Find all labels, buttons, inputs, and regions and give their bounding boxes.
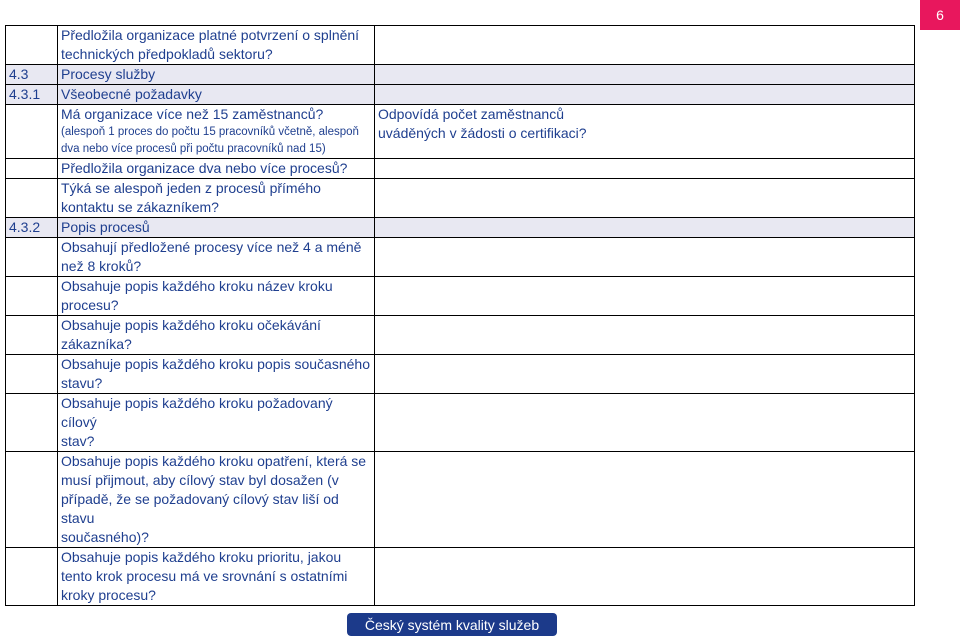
note-cell — [375, 179, 915, 218]
section-number — [6, 452, 58, 548]
question-cell: Předložila organizace dva nebo více procesů? — [58, 159, 375, 179]
note-cell — [375, 355, 915, 394]
table-row — [6, 394, 915, 452]
question-cell: Obsahuje popis každého kroku popis současného stavu? — [58, 355, 375, 394]
note-cell — [375, 85, 915, 105]
question-cell: Obsahuje popis každého kroku požadovaný cílový stav? — [58, 394, 375, 452]
table-row — [6, 452, 915, 548]
section-number: 4.3.2 — [6, 218, 58, 238]
question-cell: Předložila organizace platné potvrzení o splnění technických předpokladů sektoru? — [58, 26, 375, 65]
note-cell — [375, 218, 915, 238]
section-header-row — [6, 85, 915, 105]
question-cell: Obsahuje popis každého kroku prioritu, jakou tento krok procesu má ve srovnání s ostatními kroky procesu? — [58, 548, 375, 606]
question-cell: Obsahuje popis každého kroku opatření, která se musí přijmout, aby cílový stav byl dosažen (v případě, že se požadovaný cílový stav liší od stavu současného)? — [58, 452, 375, 548]
section-number — [6, 548, 58, 606]
table-row — [6, 26, 915, 65]
section-number: 4.3.1 — [6, 85, 58, 105]
question-cell: Obsahuje popis každého kroku název kroku procesu? — [58, 277, 375, 316]
section-title: Popis procesů — [58, 218, 375, 238]
question-cell: Obsahují předložené procesy více než 4 a méně než 8 kroků? — [58, 238, 375, 277]
question-cell: Obsahuje popis každého kroku očekávání zákazníka? — [58, 316, 375, 355]
section-header-row — [6, 218, 915, 238]
note-cell — [375, 548, 915, 606]
note-cell: Odpovídá počet zaměstnanců uváděných v žádosti o certifikaci? — [375, 105, 915, 159]
note-cell — [375, 277, 915, 316]
section-number — [6, 159, 58, 179]
section-number — [6, 394, 58, 452]
note-cell — [375, 316, 915, 355]
table-row — [6, 105, 915, 159]
section-number — [6, 316, 58, 355]
section-number — [6, 277, 58, 316]
note-cell — [375, 26, 915, 65]
page-number-badge: 6 — [920, 0, 960, 30]
table-row — [6, 316, 915, 355]
section-title: Všeobecné požadavky — [58, 85, 375, 105]
checklist-table — [5, 25, 915, 606]
section-title: Procesy služby — [58, 65, 375, 85]
table-row — [6, 159, 915, 179]
question-subnote: dva nebo více procesů při počtu pracovníků nad 15) — [61, 143, 326, 155]
note-cell — [375, 394, 915, 452]
table-row — [6, 548, 915, 606]
table-row — [6, 355, 915, 394]
section-number: 4.3 — [6, 65, 58, 85]
section-number — [6, 26, 58, 65]
section-number — [6, 355, 58, 394]
table-row — [6, 277, 915, 316]
note-cell — [375, 65, 915, 85]
section-number — [6, 105, 58, 159]
section-header-row — [6, 65, 915, 85]
section-number — [6, 179, 58, 218]
section-number — [6, 238, 58, 277]
question-cell: Týká se alespoň jeden z procesů přímého kontaktu se zákazníkem? — [58, 179, 375, 218]
question-subnote: (alespoň 1 proces do počtu 15 pracovníků včetně, alespoň — [61, 126, 359, 138]
question-cell: Má organizace více než 15 zaměstnanců? (alespoň 1 proces do počtu 15 pracovníků včetně, alespoň dva nebo více procesů při počtu pracovníků nad 15) — [58, 105, 375, 159]
footer-brand-banner: Český systém kvality služeb — [347, 613, 557, 636]
table-row — [6, 179, 915, 218]
note-cell — [375, 159, 915, 179]
note-cell — [375, 452, 915, 548]
note-cell — [375, 238, 915, 277]
table-row — [6, 238, 915, 277]
